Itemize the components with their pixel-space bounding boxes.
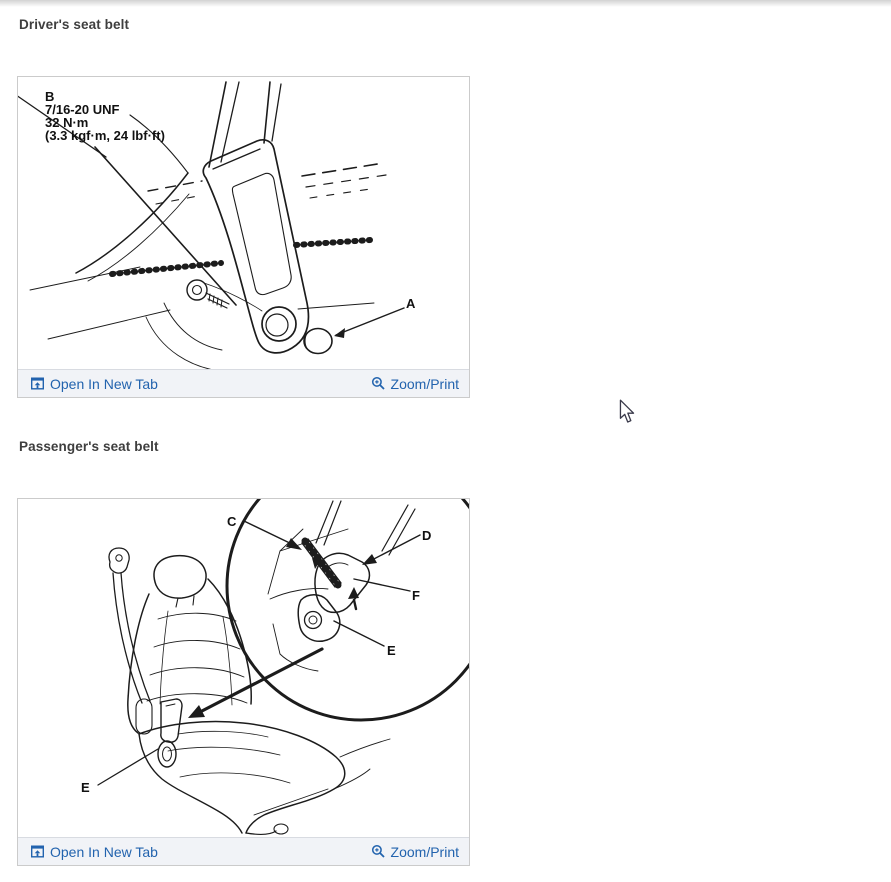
section-heading-passenger: Passenger's seat belt (19, 439, 159, 454)
spec-torque: 32 N·m (45, 115, 89, 130)
figure-toolbar-driver (18, 369, 469, 397)
spec-torque-alt: (3.3 kgf·m, 24 lbf·ft) (45, 128, 165, 143)
callout-label-c: C (227, 514, 237, 529)
figure-image-driver-seat-belt[interactable] (18, 77, 469, 369)
spec-thread: 7/16-20 UNF (45, 102, 120, 117)
zoom-in-icon (371, 844, 386, 859)
callout-label-b: B (45, 89, 55, 104)
open-in-new-tab-icon (30, 844, 45, 859)
callout-label-e-detail: E (387, 643, 396, 658)
figure-card-passenger-seat-belt (17, 498, 470, 866)
passenger-seat-belt-illustration (18, 499, 469, 837)
open-in-new-tab-button[interactable] (30, 844, 158, 860)
zoom-print-button[interactable] (371, 844, 459, 860)
zoom-print-label: Zoom/Print (390, 375, 459, 392)
callout-label-d: D (422, 528, 432, 543)
open-in-new-tab-button[interactable] (30, 376, 158, 392)
open-in-new-tab-label: Open In New Tab (50, 375, 158, 392)
figure-card-driver-seat-belt (17, 76, 470, 398)
section-heading-driver: Driver's seat belt (19, 17, 130, 32)
zoom-print-button[interactable] (371, 376, 459, 392)
callout-label-a: A (406, 296, 416, 311)
mouse-cursor (619, 399, 635, 424)
zoom-print-label: Zoom/Print (390, 843, 459, 860)
callout-label-e-anchor: E (81, 780, 90, 795)
open-in-new-tab-label: Open In New Tab (50, 843, 158, 860)
top-shadow (0, 0, 891, 7)
callout-label-f: F (412, 588, 420, 603)
figure-image-passenger-seat-belt[interactable] (18, 499, 469, 837)
open-in-new-tab-icon (30, 376, 45, 391)
zoom-in-icon (371, 376, 386, 391)
driver-seat-belt-illustration (18, 77, 469, 369)
figure-toolbar-passenger (18, 837, 469, 865)
